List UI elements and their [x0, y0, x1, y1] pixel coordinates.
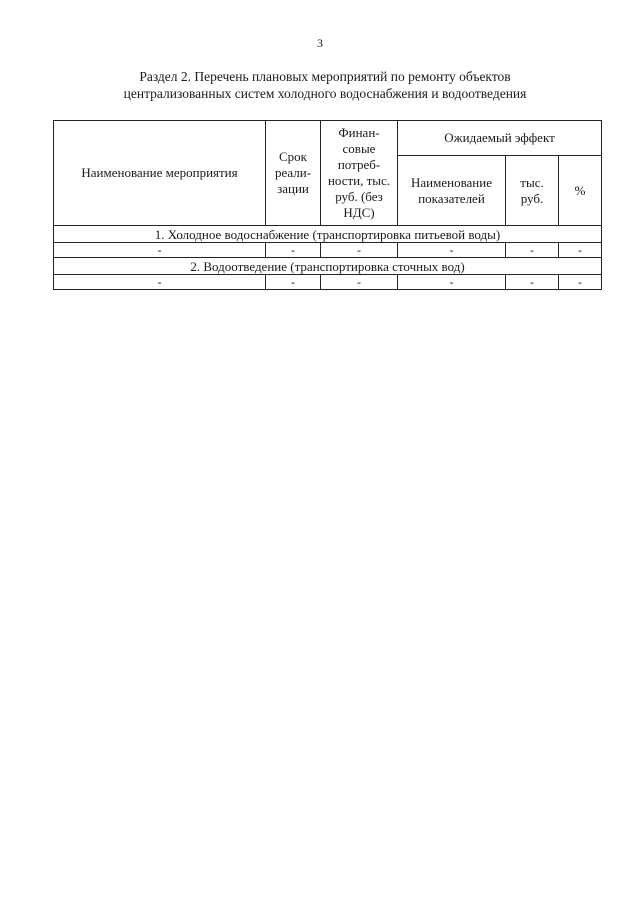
- cell-percent: -: [559, 243, 602, 258]
- cell-finance: -: [321, 275, 398, 290]
- section-row-2: [54, 258, 602, 275]
- header-activity-name: Наименование мероприятия: [54, 121, 266, 226]
- section-title: [60, 68, 590, 102]
- header-term: Срок реали-зации: [266, 121, 321, 226]
- cell-finance: -: [321, 243, 398, 258]
- cell-thousand-rub: -: [506, 275, 559, 290]
- page-number: 3: [317, 36, 323, 50]
- plan-table: [53, 120, 602, 290]
- cell-percent: -: [559, 275, 602, 290]
- table-header-row: [54, 121, 602, 156]
- table-row: [54, 243, 602, 258]
- cell-activity: -: [54, 275, 266, 290]
- cell-term: -: [266, 275, 321, 290]
- table-row: [54, 275, 602, 290]
- cell-term: -: [266, 243, 321, 258]
- cell-activity: -: [54, 243, 266, 258]
- cell-indicator: -: [398, 243, 506, 258]
- cell-thousand-rub: -: [506, 243, 559, 258]
- section-title-cell: 2. Водоотведение (транспортировка сточных вод): [54, 258, 602, 275]
- section-title-line-1: Раздел 2. Перечень плановых мероприятий по ремонту объектов: [139, 69, 511, 84]
- section-title-line-2: централизованных систем холодного водоснабжения и водоотведения: [123, 86, 527, 101]
- cell-indicator: -: [398, 275, 506, 290]
- header-indicator-name: Наименование показателей: [398, 156, 506, 226]
- header-percent: %: [559, 156, 602, 226]
- section-row-1: [54, 226, 602, 243]
- header-finance: Финан-совые потреб-ности, тыс. руб. (без НДС): [321, 121, 398, 226]
- section-title-cell: 1. Холодное водоснабжение (транспортировка питьевой воды): [54, 226, 602, 243]
- header-expected-effect: Ожидаемый эффект: [398, 121, 602, 156]
- header-thousand-rub: тыс. руб.: [506, 156, 559, 226]
